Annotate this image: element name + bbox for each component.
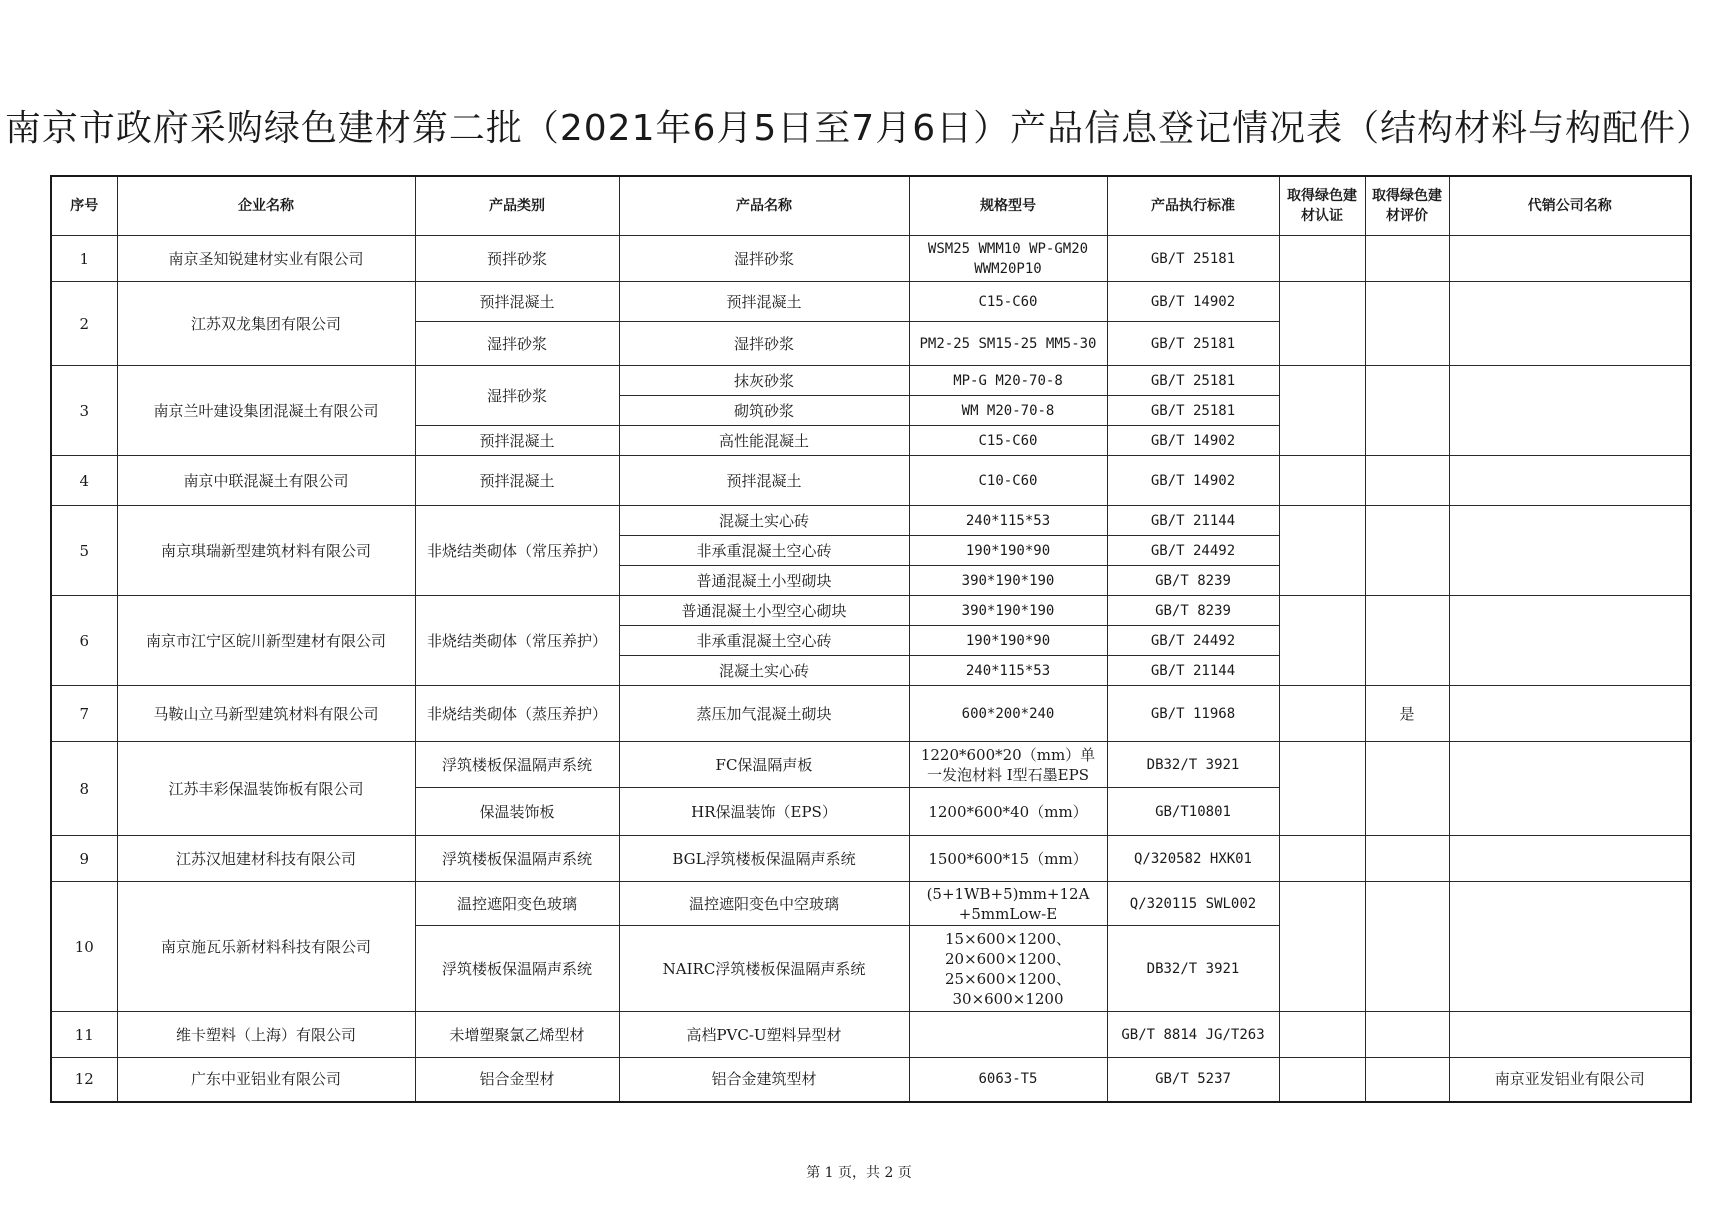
cell-company: 南京中联混凝土有限公司 (117, 456, 415, 506)
cell-spec: C15-C60 (909, 282, 1107, 322)
cell-company: 江苏汉旭建材科技有限公司 (117, 836, 415, 882)
cell-company: 南京市江宁区皖川新型建材有限公司 (117, 596, 415, 686)
cell-spec: 1200*600*40（mm） (909, 788, 1107, 836)
cell-eval (1365, 836, 1449, 882)
cell-standard: GB/T 25181 (1107, 236, 1279, 282)
cell-agent (1449, 1012, 1691, 1058)
table-row (51, 236, 1691, 282)
cell-category: 浮筑楼板保温隔声系统 (415, 926, 619, 1012)
cell-eval (1365, 456, 1449, 506)
table-row (51, 1058, 1691, 1102)
cell-spec: 1220*600*20（mm）单一发泡材料 Ⅰ型石墨EPS (909, 742, 1107, 788)
cell-standard: GB/T 24492 (1107, 536, 1279, 566)
cell-category: 非烧结类砌体（常压养护） (415, 596, 619, 686)
cell-seq: 8 (51, 742, 117, 836)
cell-product: 普通混凝土小型空心砌块 (619, 596, 909, 626)
table-row (51, 366, 1691, 396)
cell-seq: 11 (51, 1012, 117, 1058)
cell-product: 混凝土实心砖 (619, 506, 909, 536)
header-company: 企业名称 (117, 176, 415, 236)
cell-eval (1365, 596, 1449, 686)
header-seq: 序号 (51, 176, 117, 236)
cell-seq: 2 (51, 282, 117, 366)
cell-product: 铝合金建筑型材 (619, 1058, 909, 1102)
cell-agent (1449, 596, 1691, 686)
cell-eval (1365, 366, 1449, 456)
cell-product: 预拌混凝土 (619, 456, 909, 506)
cell-spec: 390*190*190 (909, 566, 1107, 596)
cell-category: 未增塑聚氯乙烯型材 (415, 1012, 619, 1058)
cell-product: 非承重混凝土空心砖 (619, 536, 909, 566)
table-header-row (51, 176, 1691, 236)
cell-standard: DB32/T 3921 (1107, 926, 1279, 1012)
cell-category: 预拌混凝土 (415, 426, 619, 456)
cell-spec: MP-G M20-70-8 (909, 366, 1107, 396)
cell-product: 混凝土实心砖 (619, 656, 909, 686)
cell-company: 江苏双龙集团有限公司 (117, 282, 415, 366)
cell-standard: GB/T 25181 (1107, 366, 1279, 396)
cell-seq: 3 (51, 366, 117, 456)
cell-eval (1365, 506, 1449, 596)
cell-product: 湿拌砂浆 (619, 322, 909, 366)
cell-product: 湿拌砂浆 (619, 236, 909, 282)
cell-standard: GB/T 5237 (1107, 1058, 1279, 1102)
cell-spec: 390*190*190 (909, 596, 1107, 626)
table-row (51, 1012, 1691, 1058)
table-row (51, 836, 1691, 882)
cell-company: 马鞍山立马新型建筑材料有限公司 (117, 686, 415, 742)
cell-cert (1279, 506, 1365, 596)
table-row (51, 686, 1691, 742)
table-row (51, 456, 1691, 506)
cell-spec (909, 1012, 1107, 1058)
cell-category: 预拌混凝土 (415, 282, 619, 322)
cell-cert (1279, 282, 1365, 366)
cell-cert (1279, 456, 1365, 506)
cell-spec: 240*115*53 (909, 656, 1107, 686)
cell-standard: GB/T 21144 (1107, 506, 1279, 536)
cell-standard: GB/T 25181 (1107, 322, 1279, 366)
cell-cert (1279, 236, 1365, 282)
cell-cert (1279, 686, 1365, 742)
cell-category: 非烧结类砌体（蒸压养护） (415, 686, 619, 742)
cell-standard: Q/320582 HXK01 (1107, 836, 1279, 882)
header-product: 产品名称 (619, 176, 909, 236)
cell-cert (1279, 882, 1365, 1012)
table-row (51, 282, 1691, 322)
table-row (51, 506, 1691, 536)
cell-spec: 15×600×1200、20×600×1200、25×600×1200、30×600×1200 (909, 926, 1107, 1012)
cell-seq: 5 (51, 506, 117, 596)
cell-seq: 6 (51, 596, 117, 686)
cell-cert (1279, 1012, 1365, 1058)
cell-category: 预拌砂浆 (415, 236, 619, 282)
cell-spec: WSM25 WMM10 WP-GM20 WWM20P10 (909, 236, 1107, 282)
cell-company: 南京兰叶建设集团混凝土有限公司 (117, 366, 415, 456)
header-cert: 取得绿色建材认证 (1279, 176, 1365, 236)
cell-eval: 是 (1365, 686, 1449, 742)
cell-spec: (5+1WB+5)mm+12A +5mmLow-E (909, 882, 1107, 926)
header-standard: 产品执行标准 (1107, 176, 1279, 236)
cell-agent (1449, 686, 1691, 742)
cell-category: 温控遮阳变色玻璃 (415, 882, 619, 926)
cell-company: 广东中亚铝业有限公司 (117, 1058, 415, 1102)
cell-cert (1279, 836, 1365, 882)
cell-seq: 10 (51, 882, 117, 1012)
cell-category: 浮筑楼板保温隔声系统 (415, 742, 619, 788)
cell-category: 保温装饰板 (415, 788, 619, 836)
cell-category: 湿拌砂浆 (415, 366, 619, 426)
cell-agent (1449, 882, 1691, 1012)
cell-eval (1365, 882, 1449, 1012)
cell-product: 抹灰砂浆 (619, 366, 909, 396)
cell-eval (1365, 236, 1449, 282)
cell-spec: 190*190*90 (909, 536, 1107, 566)
cell-cert (1279, 366, 1365, 456)
cell-product: NAIRC浮筑楼板保温隔声系统 (619, 926, 909, 1012)
cell-agent (1449, 236, 1691, 282)
cell-spec: WM M20-70-8 (909, 396, 1107, 426)
cell-standard: DB32/T 3921 (1107, 742, 1279, 788)
cell-category: 铝合金型材 (415, 1058, 619, 1102)
cell-agent (1449, 836, 1691, 882)
header-category: 产品类别 (415, 176, 619, 236)
cell-standard: GB/T 21144 (1107, 656, 1279, 686)
cell-eval (1365, 1012, 1449, 1058)
product-registration-table (50, 175, 1690, 1103)
cell-category: 浮筑楼板保温隔声系统 (415, 836, 619, 882)
cell-company: 南京琪瑞新型建筑材料有限公司 (117, 506, 415, 596)
cell-category: 非烧结类砌体（常压养护） (415, 506, 619, 596)
cell-product: 温控遮阳变色中空玻璃 (619, 882, 909, 926)
cell-spec: 600*200*240 (909, 686, 1107, 742)
cell-standard: GB/T 14902 (1107, 426, 1279, 456)
cell-eval (1365, 1058, 1449, 1102)
cell-eval (1365, 742, 1449, 836)
cell-product: FC保温隔声板 (619, 742, 909, 788)
cell-agent (1449, 456, 1691, 506)
cell-agent: 南京亚发铝业有限公司 (1449, 1058, 1691, 1102)
cell-product: HR保温装饰（EPS） (619, 788, 909, 836)
cell-product: 砌筑砂浆 (619, 396, 909, 426)
cell-company: 江苏丰彩保温装饰板有限公司 (117, 742, 415, 836)
cell-standard: GB/T 8814 JG/T263 (1107, 1012, 1279, 1058)
cell-seq: 1 (51, 236, 117, 282)
cell-cert (1279, 1058, 1365, 1102)
cell-product: 普通混凝土小型砌块 (619, 566, 909, 596)
cell-product: 蒸压加气混凝土砌块 (619, 686, 909, 742)
cell-standard: GB/T 8239 (1107, 566, 1279, 596)
cell-spec: 1500*600*15（mm） (909, 836, 1107, 882)
cell-standard: GB/T 24492 (1107, 626, 1279, 656)
page-footer: 第 1 页，共 2 页 (806, 1165, 912, 1181)
header-spec: 规格型号 (909, 176, 1107, 236)
cell-category: 湿拌砂浆 (415, 322, 619, 366)
cell-agent (1449, 366, 1691, 456)
cell-seq: 7 (51, 686, 117, 742)
cell-company: 维卡塑料（上海）有限公司 (117, 1012, 415, 1058)
cell-standard: GB/T 14902 (1107, 282, 1279, 322)
page-title: 南京市政府采购绿色建材第二批（2021年6月5日至7月6日）产品信息登记情况表（结构材料与构配件） (4, 108, 1714, 149)
cell-standard: GB/T 11968 (1107, 686, 1279, 742)
cell-eval (1365, 282, 1449, 366)
cell-spec: 190*190*90 (909, 626, 1107, 656)
cell-seq: 12 (51, 1058, 117, 1102)
cell-seq: 4 (51, 456, 117, 506)
cell-standard: GB/T10801 (1107, 788, 1279, 836)
cell-product: 高档PVC-U塑料异型材 (619, 1012, 909, 1058)
header-agent: 代销公司名称 (1449, 176, 1691, 236)
cell-agent (1449, 506, 1691, 596)
cell-spec: PM2-25 SM15-25 MM5-30 (909, 322, 1107, 366)
cell-company: 南京圣知锐建材实业有限公司 (117, 236, 415, 282)
table-row (51, 596, 1691, 626)
table-row (51, 882, 1691, 926)
cell-spec: 6063-T5 (909, 1058, 1107, 1102)
cell-agent (1449, 282, 1691, 366)
cell-product: BGL浮筑楼板保温隔声系统 (619, 836, 909, 882)
cell-standard: GB/T 8239 (1107, 596, 1279, 626)
cell-product: 高性能混凝土 (619, 426, 909, 456)
header-eval: 取得绿色建材评价 (1365, 176, 1449, 236)
cell-seq: 9 (51, 836, 117, 882)
cell-cert (1279, 742, 1365, 836)
cell-spec: C15-C60 (909, 426, 1107, 456)
table-row (51, 742, 1691, 788)
cell-product: 非承重混凝土空心砖 (619, 626, 909, 656)
cell-company: 南京施瓦乐新材料科技有限公司 (117, 882, 415, 1012)
cell-standard: GB/T 25181 (1107, 396, 1279, 426)
cell-spec: C10-C60 (909, 456, 1107, 506)
cell-standard: Q/320115 SWL002 (1107, 882, 1279, 926)
cell-product: 预拌混凝土 (619, 282, 909, 322)
cell-spec: 240*115*53 (909, 506, 1107, 536)
cell-standard: GB/T 14902 (1107, 456, 1279, 506)
cell-category: 预拌混凝土 (415, 456, 619, 506)
cell-cert (1279, 596, 1365, 686)
cell-agent (1449, 742, 1691, 836)
